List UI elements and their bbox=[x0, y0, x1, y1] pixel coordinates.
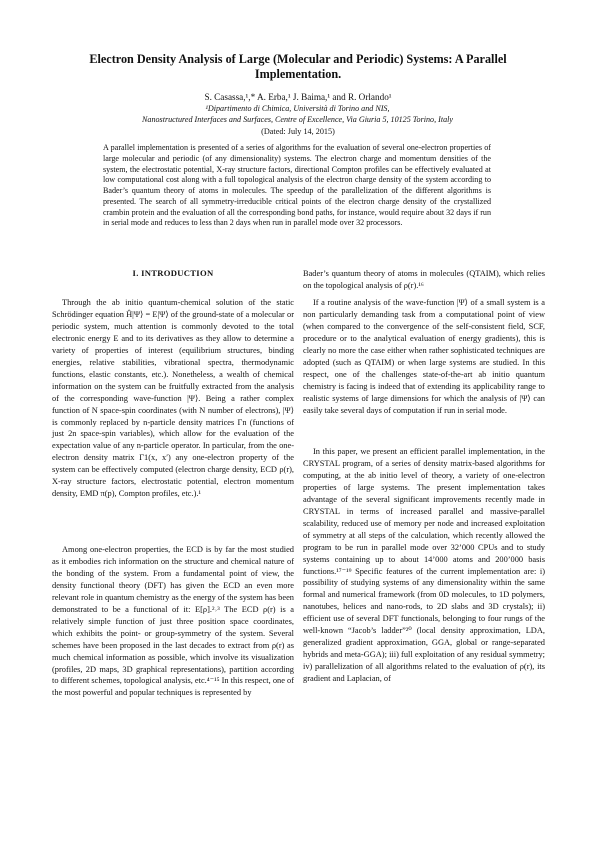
body-paragraph: In this paper, we present an efficient parallel implementation, in the CRYSTAL program, of a series of density matrix-based algorithms for computing, at the ab initio level of theory, a variety of one-electron properties of large systems. The present implementation takes advantage of the several significant improvements recently made in CRYSTAL in terms of increased parallel and massive-parallel scalability, reduced use of memory per node and increased exploitation of symmetry at all steps of the calculation, which recently allowed the program to be run in parallel mode over 32’000 CPUs and to study systems containing up to about 14’000 atoms and 200’000 basis functions.¹⁷⁻¹⁹ Specific features of the current implementation are: i) possibility of studying systems of any dimensionality within the same formal and numerical framework (from 0D molecules, to 1D polymers, nanotubes, helices and nano-rods, to 2D slabs and 3D crystals); ii) efficient use of several DFT functionals, belonging to four rungs of the well-known “Jacob’s ladder”²⁰ (local density approximation, LDA, generalized gradient approximation, GGA, global or range-separated hybrids and meta-GGA); iii) full exploitation of any residual symmetry; iv) parallelization of all algorithms related to the evaluation of ρ(r), its gradient and Laplacian, of bbox=[303, 447, 545, 684]
body-paragraph: Through the ab initio quantum-chemical solution of the static Schrödinger equation Ĥ|Ψ⟩ = E|Ψ⟩ of the ground-state of a molecular or periodic system, much attention is commonly devoted to the total electronic energy E and to its derivatives as they allow to determine a variety of properties of interest (equilibrium structures, binding energies, relative stabilities, vibrational spectra, thermodynamic functions, elastic constants, etc.). Nonetheless, a wealth of chemical information on the system can be fruitfully extracted from the analysis of the corresponding wave-function |Ψ⟩. Being a rather complex function of N space-spin coordinates (with N number of electrons), |Ψ⟩ is commonly replaced by n-particle density matrices Γn (functions of just 2n space-spin variables), which allow for the evaluation of the expectation value of any n-particle operator. In particular, from the one-electron density matrix Γ1(x, x′) any one-electron property of the system can be effectively computed (electron charge density, ECD ρ(r), X-ray structure factors, electrostatic potential, electron momentum density, EMD π(p), Compton profiles, etc.).¹ bbox=[52, 298, 294, 499]
body-paragraph: If a routine analysis of the wave-function |Ψ⟩ of a small system is a non particularly demanding task from a computational point of view (when compared to the convergence of the self-consistent field, SCF, procedure or to the analytical evaluation of energy gradients), this is clearly no more the case either when rather sophisticated techniques are adopted (such as QTAIM) or when large systems are studied. In this respect, one of the challenges state-of-the-art ab initio quantum chemistry is facing is indeed that of extending its applicability range to realistic systems of large dimensions for which the analysis of |Ψ⟩ can easily take several days of computation if run in serial mode. bbox=[303, 298, 545, 415]
abstract: A parallel implementation is presented of a series of algorithms for the evaluation of several one-electron properties of large molecular and periodic (of any dimensionality) systems. The electron charge and momentum densities of the system, the electrostatic potential, X-ray structure factors, directional Compton profiles can be effectively evaluated at low computational cost along with a full topological analysis of the electron charge density of the system according to Bader’s quantum theory of atoms in molecules. The speedup of the parallelization of the different algorithms is presented. The search of all symmetry-irreducible critical points of the electron charge density of the crystallized crambin protein and the evaluation of all the corresponding bond paths, for instance, would require about 32 days if run in serial mode and reduces to less than 2 days when run in parallel mode over 32 processors. bbox=[103, 143, 491, 228]
body-paragraph: Among one-electron properties, the ECD is by far the most studied as it embodies rich information on the structure and chemical nature of the bonding of the system. From a fundamental point of view, the density functional theory (DFT) has given the ECD an even more relevant role in quantum chemistry as the energy of the system has been demonstrated to be a functional of it: E[ρ].²˒³ The ECD ρ(r) is a relatively simple function of just three position space coordinates, which exhibits the point- or group-symmetry of the system. Several schemes have been proposed in the last decades to extract from ρ(r) as much chemical information as possible, which involve its visualization (profiles, 2D maps, 3D graphical representations), partition according to different schemes, topological analysis, etc.⁴⁻¹⁵ In this respect, one of the most powerful and popular techniques is represented by bbox=[52, 545, 294, 698]
section-heading-introduction: I. INTRODUCTION bbox=[132, 268, 214, 278]
date-line: (Dated: July 14, 2015) bbox=[261, 127, 335, 136]
affiliation-line-1: ¹Dipartimento di Chimica, Università di Torino and NIS, bbox=[205, 104, 390, 113]
body-paragraph: Bader’s quantum theory of atoms in molecules (QTAIM), which relies on the topological analysis of ρ(r).¹⁶ bbox=[303, 269, 545, 290]
paper-title: Electron Density Analysis of Large (Molecular and Periodic) Systems: A Parallel Implementation. bbox=[89, 52, 507, 81]
author-list: S. Casassa,¹,* A. Erba,¹ J. Baima,¹ and R. Orlando¹ bbox=[204, 92, 392, 102]
affiliation-line-2: Nanostructured Interfaces and Surfaces, Centre of Excellence, Via Giuria 5, 10125 Torino, Italy bbox=[142, 115, 453, 124]
